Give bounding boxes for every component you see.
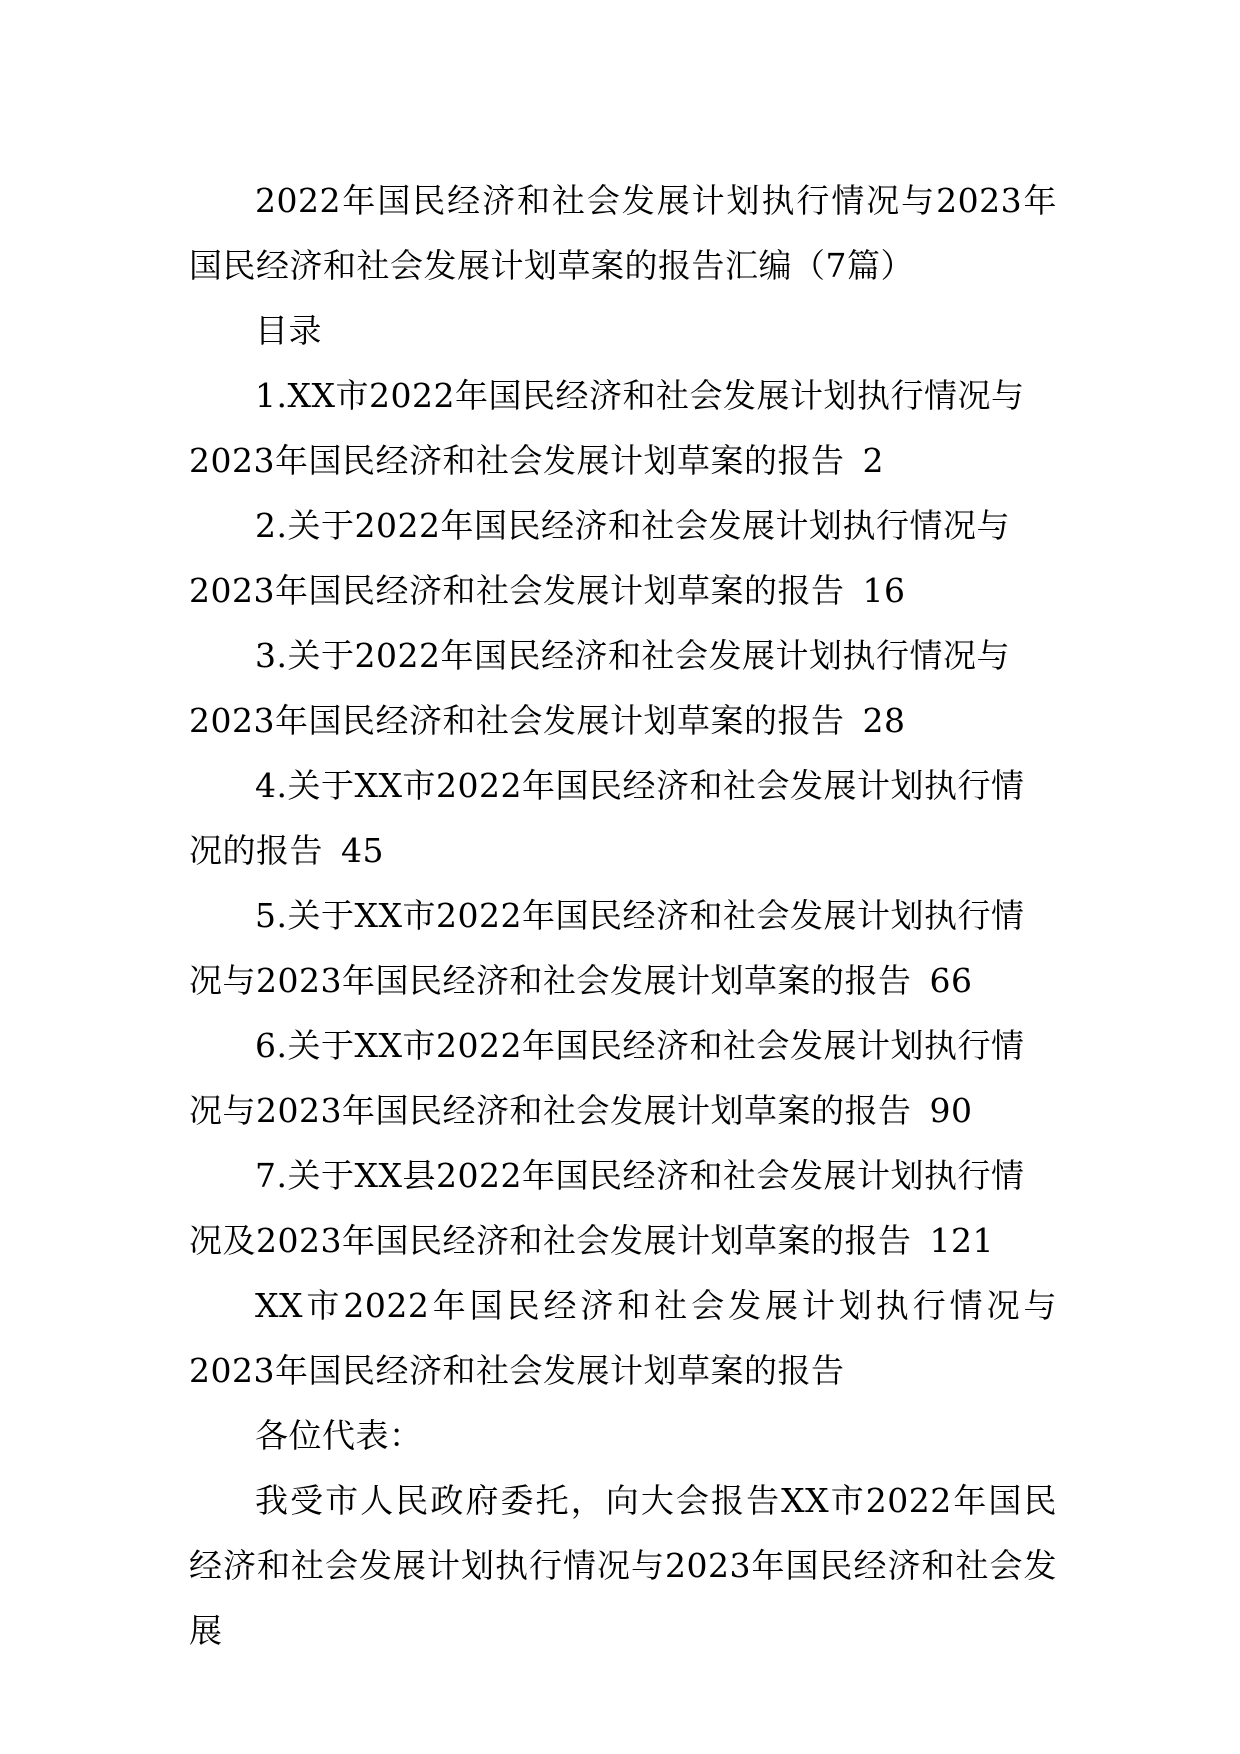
toc-item-text: 1.XX市2022年国民经济和社会发展计划执行情况与2023年国民经济和社会发展计划草案的报告 (189, 376, 1025, 480)
toc-item (189, 493, 1057, 623)
toc-item-page: 28 (862, 701, 906, 740)
toc-item-text: 7.关于XX县2022年国民经济和社会发展计划执行情况及2023年国民经济和社会发展计划草案的报告 (189, 1156, 1025, 1260)
toc-item-page: 45 (341, 831, 384, 870)
toc-item-page: 90 (929, 1091, 973, 1130)
toc-item (189, 1013, 1057, 1143)
toc-heading: 目录 (255, 311, 322, 350)
toc-item (189, 623, 1057, 753)
toc-item (189, 753, 1057, 883)
document-content (189, 168, 1057, 1663)
toc-item-text: 4.关于XX市2022年国民经济和社会发展计划执行情况的报告 (189, 766, 1025, 870)
toc-item-text: 2.关于2022年国民经济和社会发展计划执行情况与2023年国民经济和社会发展计划草案的报告 (189, 506, 1010, 610)
section-title: XX市2022年国民经济和社会发展计划执行情况与2023年国民经济和社会发展计划草案的报告 (189, 1286, 1057, 1390)
toc-item (189, 363, 1057, 493)
toc-item-text: 3.关于2022年国民经济和社会发展计划执行情况与2023年国民经济和社会发展计划草案的报告 (189, 636, 1010, 740)
toc-item-text: 6.关于XX市2022年国民经济和社会发展计划执行情况与2023年国民经济和社会发展计划草案的报告 (189, 1026, 1025, 1130)
toc-item-page: 121 (929, 1221, 994, 1260)
toc-item-page: 2 (862, 441, 884, 480)
toc-item (189, 1143, 1057, 1273)
toc-item-page: 66 (929, 961, 973, 1000)
toc-item-text: 5.关于XX市2022年国民经济和社会发展计划执行情况与2023年国民经济和社会发展计划草案的报告 (189, 896, 1025, 1000)
salutation: 各位代表： (255, 1416, 423, 1455)
toc-item (189, 883, 1057, 1013)
document-title: 2022年国民经济和社会发展计划执行情况与2023年国民经济和社会发展计划草案的报告汇编（7篇） (189, 181, 1057, 285)
body-paragraph: 我受市人民政府委托，向大会报告XX市2022年国民经济和社会发展计划执行情况与2023年国民经济和社会发展 (189, 1481, 1057, 1650)
toc-item-page: 16 (862, 571, 906, 610)
